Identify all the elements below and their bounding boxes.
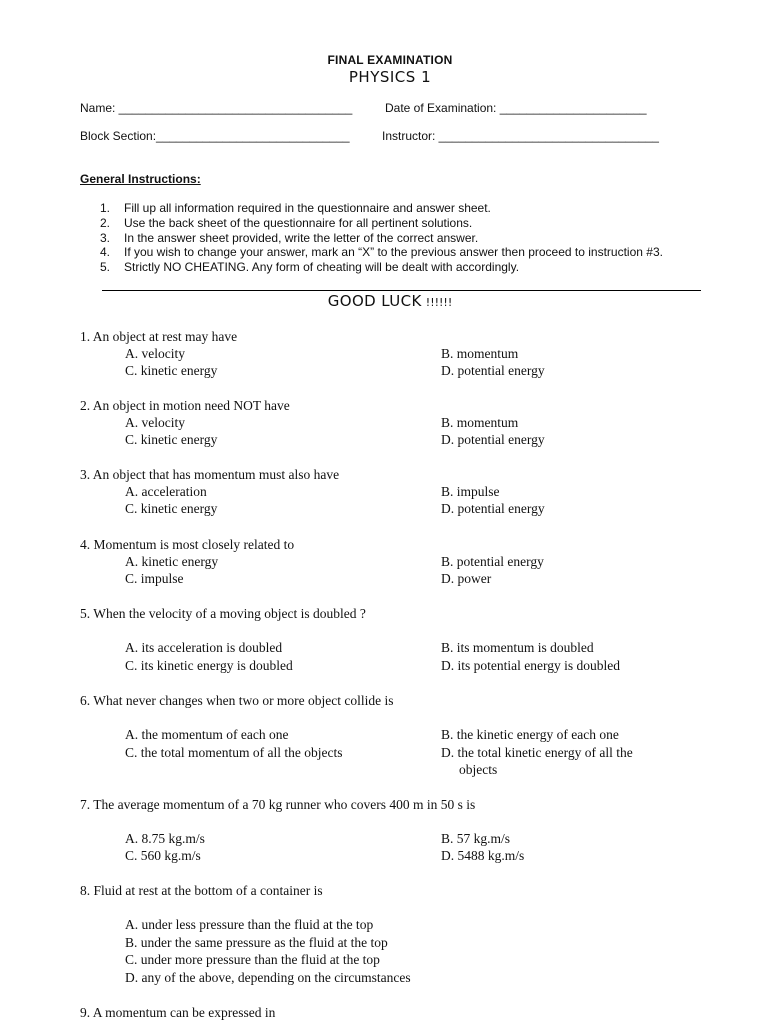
- option-a: A. under less pressure than the fluid at the top: [125, 917, 374, 932]
- option-b: B. impulse: [441, 484, 500, 499]
- option-c: C. impulse: [125, 571, 184, 586]
- good-luck-marks: !!!!!!: [425, 296, 453, 309]
- option-b: B. under the same pressure as the fluid at the top: [125, 935, 388, 950]
- option-b: B. potential energy: [441, 554, 544, 569]
- instruction-item: [100, 201, 491, 215]
- option-d: D. potential energy: [441, 501, 545, 516]
- question-stem: 6. What never changes when two or more object collide is: [80, 693, 394, 708]
- instruction-text: In the answer sheet provided, write the letter of the correct answer.: [124, 231, 479, 245]
- instructor-field: Instructor: _________________________________: [382, 129, 659, 143]
- good-luck-banner: [0, 292, 768, 311]
- option-b: B. 57 kg.m/s: [441, 831, 511, 846]
- option-c: C. under more pressure than the fluid at the top: [125, 952, 380, 967]
- option-d: D. potential energy: [441, 363, 545, 378]
- option-d-continued: objects: [459, 762, 498, 777]
- question-stem: 9. A momentum can be expressed in: [80, 1005, 276, 1020]
- option-d: D. any of the above, depending on the circumstances: [125, 970, 411, 985]
- option-a: A. the momentum of each one: [125, 727, 289, 742]
- option-a: A. 8.75 kg.m/s: [125, 831, 205, 846]
- question-stem: 1. An object at rest may have: [80, 329, 238, 344]
- exam-title: FINAL EXAMINATION: [327, 53, 453, 67]
- instruction-item: [100, 245, 663, 259]
- option-d: D. its potential energy is doubled: [441, 658, 620, 673]
- good-luck-text: GOOD LUCK: [327, 292, 422, 310]
- instruction-text: Fill up all information required in the questionnaire and answer sheet.: [124, 201, 491, 215]
- instruction-number: 3.: [100, 231, 111, 245]
- instruction-number: 4.: [100, 245, 111, 259]
- question-stem: 5. When the velocity of a moving object is doubled ?: [80, 606, 366, 621]
- option-c: C. kinetic energy: [125, 432, 218, 447]
- exam-subject: PHYSICS 1: [348, 68, 432, 86]
- option-b: B. momentum: [441, 415, 519, 430]
- question-stem: 7. The average momentum of a 70 kg runner who covers 400 m in 50 s is: [80, 797, 476, 812]
- option-c: C. its kinetic energy is doubled: [125, 658, 293, 673]
- instruction-item: [100, 231, 478, 245]
- option-b: B. the kinetic energy of each one: [441, 727, 619, 742]
- instruction-text: Use the back sheet of the questionnaire for all pertinent solutions.: [124, 216, 473, 230]
- divider-rule: [102, 290, 701, 291]
- option-d: D. 5488 kg.m/s: [441, 848, 525, 863]
- option-a: A. its acceleration is doubled: [125, 640, 283, 655]
- option-c: C. the total momentum of all the objects: [125, 745, 343, 760]
- option-b: B. momentum: [441, 346, 519, 361]
- option-a: A. velocity: [125, 346, 185, 361]
- instruction-text: Strictly NO CHEATING. Any form of cheating will be dealt with accordingly.: [124, 260, 520, 274]
- instruction-number: 2.: [100, 216, 111, 230]
- instructions-heading: General Instructions:: [80, 172, 201, 186]
- option-b: B. its momentum is doubled: [441, 640, 594, 655]
- question-stem: 8. Fluid at rest at the bottom of a container is: [80, 883, 323, 898]
- option-d: D. power: [441, 571, 492, 586]
- option-c: C. kinetic energy: [125, 363, 218, 378]
- instruction-number: 1.: [100, 201, 111, 215]
- instruction-text: If you wish to change your answer, mark an “X” to the previous answer then proceed to instruction #3.: [124, 245, 663, 259]
- option-a: A. velocity: [125, 415, 185, 430]
- option-d: D. the total kinetic energy of all the: [441, 745, 633, 760]
- question-stem: 3. An object that has momentum must also have: [80, 467, 340, 482]
- question-stem: 2. An object in motion need NOT have: [80, 398, 290, 413]
- instruction-number: 5.: [100, 260, 111, 274]
- option-d: D. potential energy: [441, 432, 545, 447]
- option-a: A. kinetic energy: [125, 554, 219, 569]
- name-field: Name: ___________________________________: [80, 101, 353, 115]
- block-section-field: Block Section:_____________________________: [80, 129, 350, 143]
- date-field: Date of Examination: ______________________: [385, 101, 647, 115]
- option-c: C. kinetic energy: [125, 501, 218, 516]
- instruction-item: [100, 216, 472, 230]
- option-a: A. acceleration: [125, 484, 207, 499]
- question-stem: 4. Momentum is most closely related to: [80, 537, 295, 552]
- option-c: C. 560 kg.m/s: [125, 848, 201, 863]
- instruction-item: [100, 260, 519, 274]
